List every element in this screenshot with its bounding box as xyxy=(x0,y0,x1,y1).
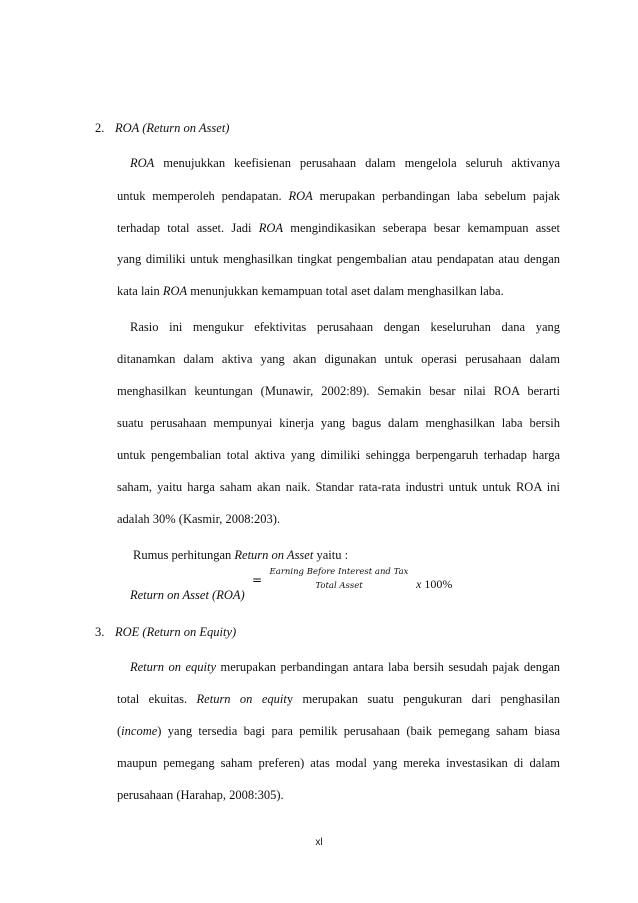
paragraph-line: saham, yaitu harga saham akan naik. Standar rata-rata industri untuk untuk ROA ini xyxy=(117,480,560,494)
text-segment: terhadap total asset. Jadi xyxy=(117,221,252,235)
formula-denominator: Total Asset xyxy=(315,581,363,591)
section-number: 2. xyxy=(95,121,105,135)
text-segment: y merupakan suatu pengukuran dari penghasilan xyxy=(286,692,561,706)
paragraph-line: yang dimiliki untuk menghasilkan tingkat pengembalian atau pendapatan atau dengan xyxy=(117,252,560,266)
text-segment: Rumus perhitungan xyxy=(133,548,232,562)
paragraph-line: ditanamkan dalam aktiva yang akan digunakan untuk operasi perusahaan dalam xyxy=(117,352,560,366)
paragraph-line xyxy=(130,155,560,171)
term-income: income xyxy=(121,724,158,738)
text-segment: yaitu : xyxy=(316,548,349,562)
formula-intro xyxy=(133,547,348,563)
text-segment: kata lain xyxy=(117,284,160,298)
paragraph-line: suatu perusahaan mempunyai kinerja yang bagus dalam menghasilkan laba bersih xyxy=(117,416,560,430)
term-roa: ROA xyxy=(130,156,155,170)
formula-times: x xyxy=(416,577,422,591)
section-title: ROE (Return on Equity) xyxy=(115,625,237,639)
paragraph-line: maupun pemegang saham preferen) atas modal yang mereka investasikan di dalam xyxy=(117,756,560,770)
text-segment: menujukkan keefisienan perusahaan dalam mengelola seluruh aktivanya xyxy=(163,156,561,170)
text-segment: mengindikasikan seberapa besar kemampuan asset xyxy=(290,221,561,235)
formula-fraction xyxy=(265,567,413,591)
paragraph-line xyxy=(117,220,560,236)
text-segment: ) yang tersedia bagi para pemilik perusahaan (baik pemegang saham biasa xyxy=(157,724,560,738)
paragraph-line: untuk pengembalian total aktiva yang dimiliki sehingga berpengaruh terhadap harga xyxy=(117,448,560,462)
formula-multiplier xyxy=(416,577,452,592)
text-segment: menunjukkan kemampuan total aset dalam menghasilkan laba. xyxy=(190,284,504,298)
section-heading-roa xyxy=(95,121,229,136)
formula-label: Return on Asset (ROA) xyxy=(130,588,245,602)
page-number: xl xyxy=(315,837,323,848)
paragraph-line xyxy=(117,723,560,739)
text-segment: untuk memperoleh pendapatan. xyxy=(117,189,282,203)
formula-equals: = xyxy=(252,573,263,587)
text-segment: ( xyxy=(117,724,122,738)
term-return-on-equity: Return on equit xyxy=(196,692,287,706)
text-segment: merupakan perbandingan antara laba bersih sesudah pajak dengan xyxy=(220,660,561,674)
formula-factor: 100% xyxy=(424,577,453,591)
text-segment: merupakan perbandingan laba sebelum pajak xyxy=(319,189,561,203)
term-roa: ROA xyxy=(162,284,188,298)
paragraph-line: Rasio ini mengukur efektivitas perusahaan dengan keseluruhan dana yang xyxy=(130,320,560,334)
paragraph-line xyxy=(117,188,560,204)
term-return-on-equity: Return on equity xyxy=(130,660,217,674)
term-roa: ROA xyxy=(258,221,284,235)
text-segment: total ekuitas. xyxy=(117,692,188,706)
paragraph-line xyxy=(130,659,560,675)
formula-numerator: Earning Before Interest and Tax xyxy=(269,567,409,577)
section-title: ROA (Return on Asset) xyxy=(115,121,230,135)
section-heading-roe xyxy=(95,625,236,640)
paragraph-line: perusahaan (Harahap, 2008:305). xyxy=(117,788,284,802)
term-roa: ROA xyxy=(288,189,313,203)
paragraph-line: menghasilkan keuntungan (Munawir, 2002:89). Semakin besar nilai ROA berarti xyxy=(117,384,560,398)
term-return-on-asset: Return on Asset xyxy=(234,548,314,562)
paragraph-line xyxy=(117,283,560,299)
paragraph-line: adalah 30% (Kasmir, 2008:203). xyxy=(117,512,281,526)
section-number: 3. xyxy=(95,625,105,639)
paragraph-line xyxy=(117,691,560,707)
